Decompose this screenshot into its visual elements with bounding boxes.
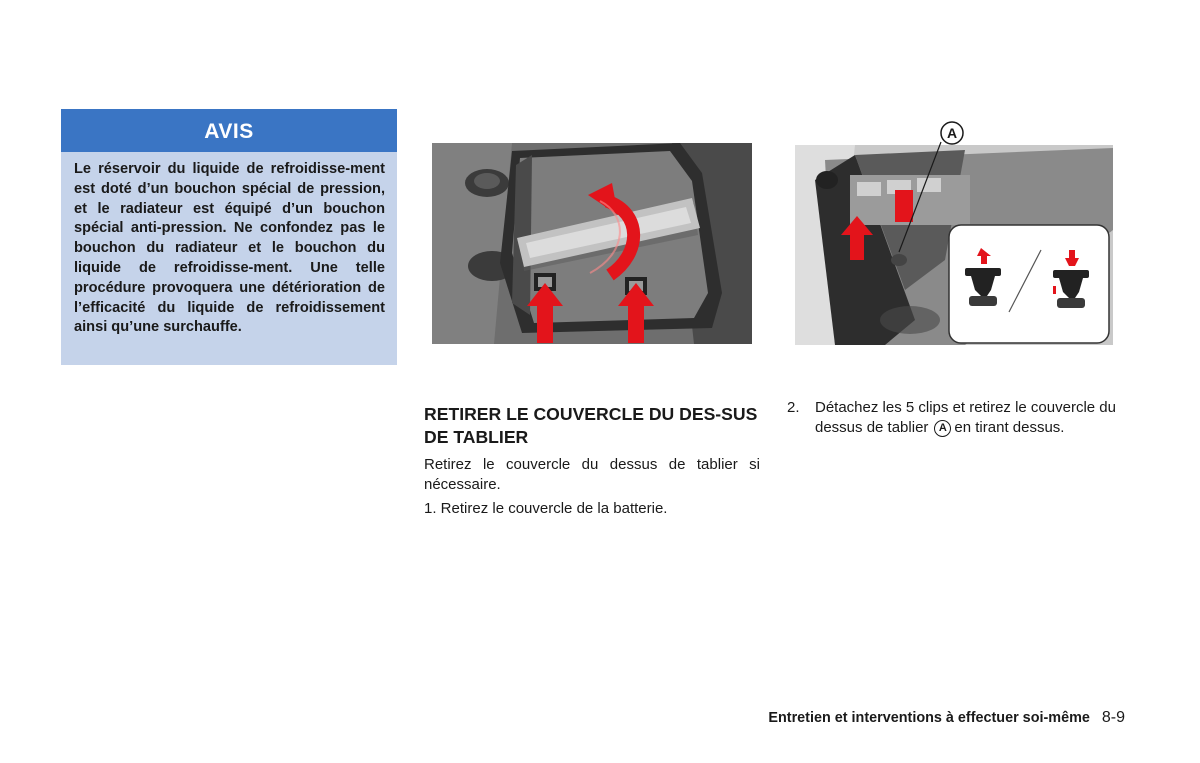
step-2-text-end: en tirant dessus. (954, 419, 1065, 436)
step-2 (787, 398, 1123, 438)
battery-cover-illustration (432, 143, 752, 344)
callout-a-marker: A (934, 420, 951, 437)
section-heading: RETIRER LE COUVERCLE DU DES-SUS DE TABLIER (424, 404, 758, 447)
step-2-number: 2. (787, 399, 800, 416)
notice-title: AVIS (61, 109, 397, 152)
page-number: 8-9 (1101, 709, 1125, 726)
step-1: 1. Retirez le couvercle de la batterie. (424, 500, 668, 517)
notice-box (61, 109, 397, 365)
notice-text: Le réservoir du liquide de refroidisse-ment est doté d’un bouchon spécial de pression, et le radiateur est équipé d’un bouchon spécial anti-pression. Ne confondez pas le bouchon du radiateur et le bouchon du liquide de refroidisse-ment. Une telle procédure provoquera une détérioration de l’efficacité du liquide de refroidissement ainsi qu’une surchauffe. (74, 161, 385, 336)
step-2-text: Détachez les 5 clips et retirez le couvercle du dessus de tablier (815, 399, 1116, 436)
cowl-top-cover-clips-illustration (795, 120, 1113, 345)
chapter-title: Entretien et interventions à effectuer soi-même (768, 710, 1090, 726)
callout-a: A (946, 125, 958, 141)
page-footer (768, 709, 1125, 727)
intro-paragraph: Retirez le couvercle du dessus de tablier si nécessaire. (424, 456, 760, 493)
